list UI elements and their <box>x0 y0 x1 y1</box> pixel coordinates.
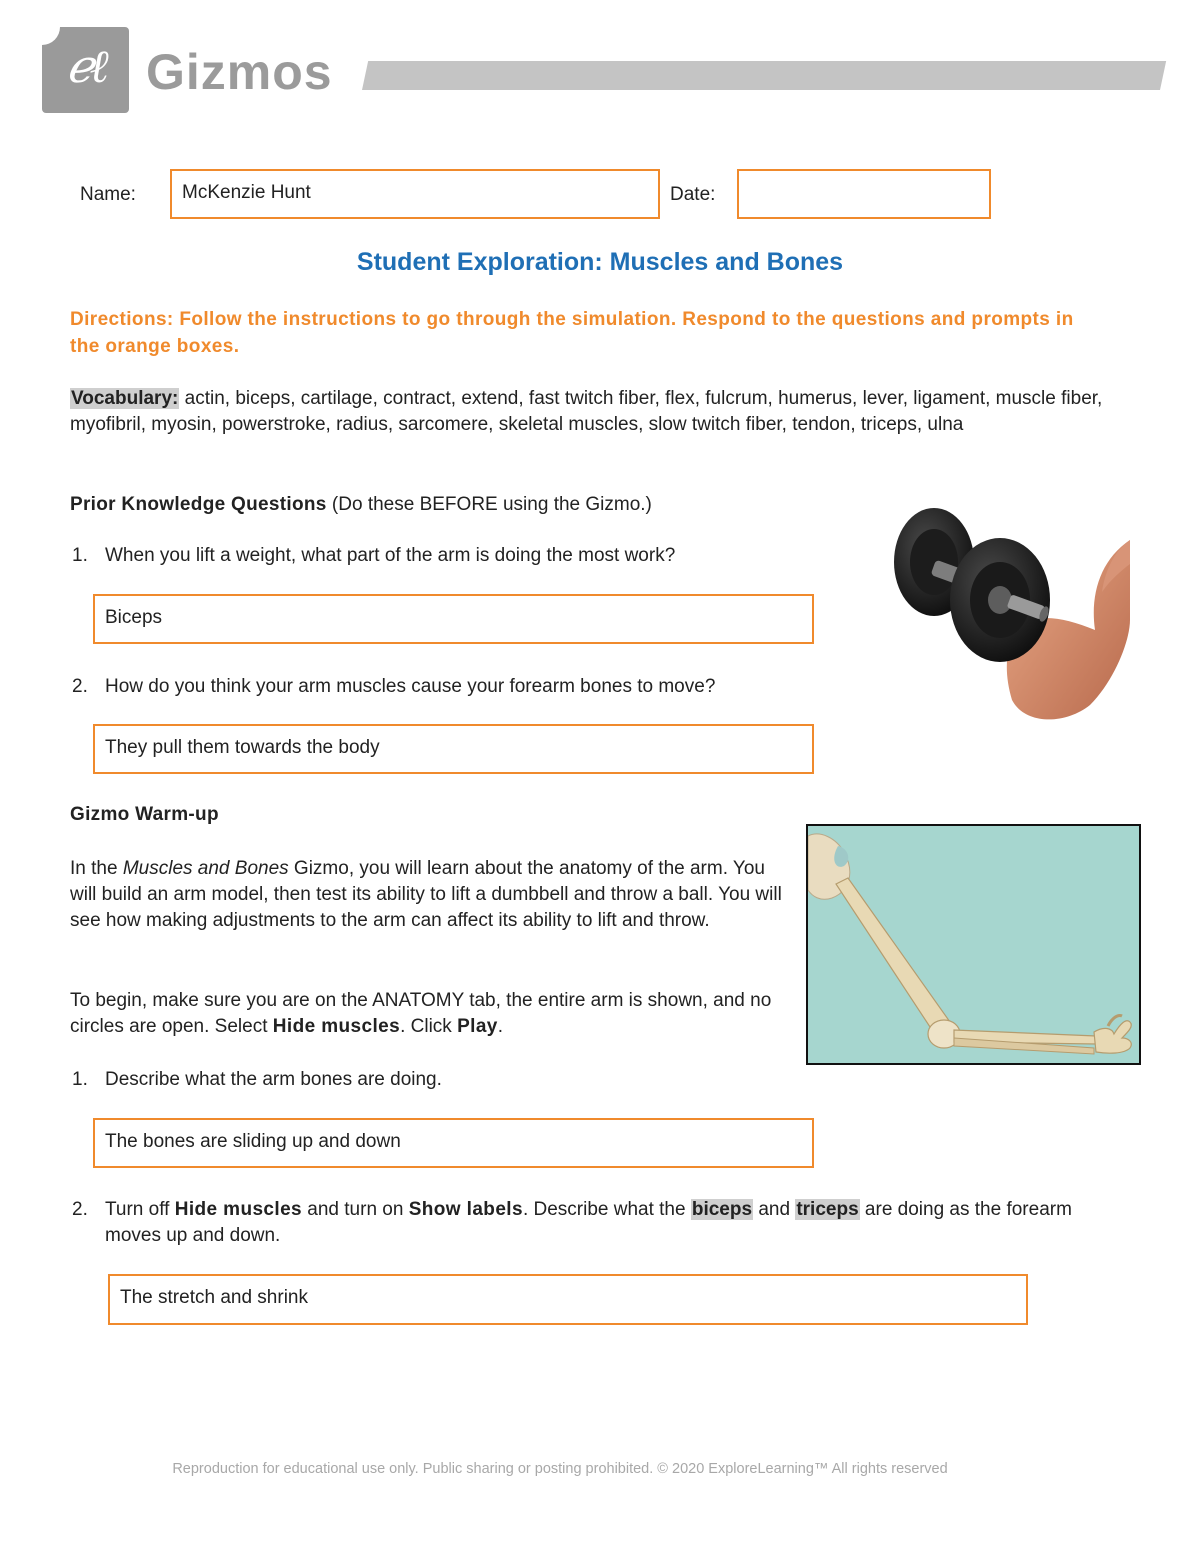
biceps-term: biceps <box>691 1199 753 1220</box>
vocabulary-label: Vocabulary: <box>71 388 179 409</box>
question-text: and <box>753 1199 796 1220</box>
gizmo-name: Muscles and Bones <box>122 858 289 879</box>
question-text: and turn on <box>302 1199 409 1220</box>
warmup-heading-text: Gizmo Warm-up <box>70 804 219 825</box>
copyright-footer: Reproduction for educational use only. Public sharing or posting prohibited. © 2020 ExploreLearning™ All rights reserved <box>172 1461 948 1477</box>
warmup-instructions <box>70 988 782 1040</box>
directions: Directions: Follow the instructions to go through the simulation. Respond to the questions and prompts in the orange boxes. <box>70 309 1074 357</box>
header-bar <box>362 61 1166 90</box>
date-label: Date: <box>670 184 716 205</box>
prior-answer-2[interactable]: They pull them towards the body <box>93 724 814 774</box>
arm-skeleton-image <box>806 824 1141 1065</box>
prior-heading: Prior Knowledge Questions <box>70 494 327 515</box>
warmup-question-1: Describe what the arm bones are doing. <box>105 1069 442 1090</box>
vocabulary <box>70 386 1130 438</box>
prior-knowledge-heading <box>70 492 652 518</box>
question-number: 1. <box>72 1069 88 1090</box>
dumbbell-arm-image <box>890 500 1135 730</box>
triceps-term: triceps <box>796 1199 859 1220</box>
logo-mark: ℯℓ <box>66 39 105 93</box>
prior-question-2: How do you think your arm muscles cause your forearm bones to move? <box>105 676 716 697</box>
date-field[interactable] <box>737 169 991 219</box>
warmup-intro <box>70 856 782 934</box>
instruction-text: To begin, make sure you are on the ANATOMY tab, the entire arm is shown, and no circles are open. Select <box>70 990 772 1037</box>
page-title: Student Exploration: Muscles and Bones <box>356 248 844 276</box>
prior-answer-1[interactable]: Biceps <box>93 594 814 644</box>
hide-muscles-term: Hide muscles <box>174 1199 303 1220</box>
question-text: . Describe what the <box>522 1199 691 1220</box>
prior-question-1: When you lift a weight, what part of the arm is doing the most work? <box>105 545 676 566</box>
name-label: Name: <box>80 184 136 205</box>
arm-bones-icon <box>808 826 1139 1063</box>
name-field[interactable]: McKenzie Hunt <box>170 169 660 219</box>
prior-note: (Do these BEFORE using the Gizmo.) <box>326 494 652 515</box>
show-labels-term: Show labels <box>408 1199 523 1220</box>
vocabulary-terms: actin, biceps, cartilage, contract, extend, fast twitch fiber, flex, fulcrum, humerus, lever, ligament, muscle fiber, myofibril, myosin, powerstroke, radius, sarcomere, skeletal muscles, slow twitch fiber, tendon, triceps, ulna <box>70 388 1103 435</box>
warmup-text: In the <box>70 858 123 879</box>
instruction-text: . Click <box>400 1016 458 1037</box>
warmup-answer-2[interactable]: The stretch and shrink <box>108 1274 1028 1325</box>
question-number: 2. <box>72 676 88 697</box>
warmup-answer-1[interactable]: The bones are sliding up and down <box>93 1118 814 1168</box>
gizmos-brand: Gizmos <box>146 44 333 100</box>
warmup-question-2 <box>105 1197 1125 1249</box>
hide-muscles-term: Hide muscles <box>272 1016 401 1037</box>
warmup-text: Gizmo, you will learn about the anatomy of the arm. You will build an arm model, then test its ability to lift a dumbbell and throw a ball. You will see how making adjustments to the arm can affect its ability to lift and throw. <box>70 858 782 931</box>
question-text: Turn off <box>105 1199 175 1220</box>
explorelearning-logo <box>42 27 129 113</box>
question-text: are doing as the forearm moves up and down. <box>105 1199 1072 1246</box>
instruction-text: . <box>497 1016 504 1037</box>
play-term: Play <box>457 1016 498 1037</box>
question-number: 2. <box>72 1199 88 1220</box>
warmup-heading <box>70 802 219 828</box>
question-number: 1. <box>72 545 88 566</box>
